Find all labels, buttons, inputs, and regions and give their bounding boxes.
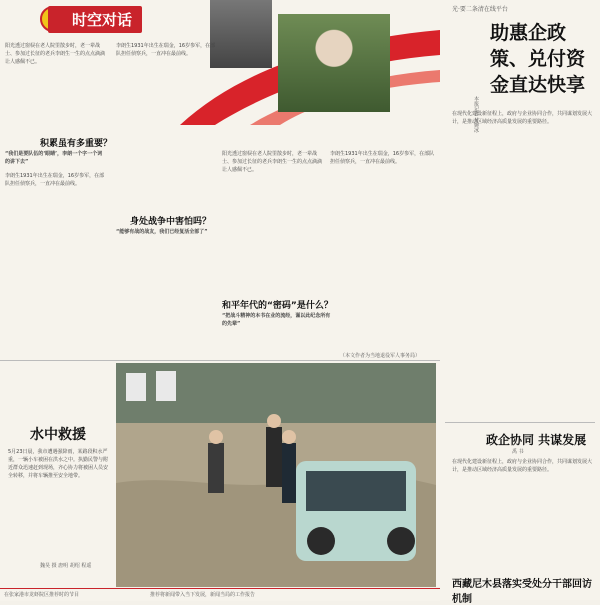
xizang-article-title: 西藏尼木县落实受处分干部回访机制 (452, 579, 592, 605)
article-column-2: 李朗生1931年出生在瑞金，16岁参军，在部队担任侦察兵，一直冲在最前线。 (116, 43, 216, 57)
article-subhead-1-quote: “我们是要队伍的‘眼睛’，李朗一个字一个词的讲下去” (5, 151, 103, 165)
column-title: 时空对话 (48, 6, 142, 33)
right-headline-line-2: 策、兑付资 (490, 48, 586, 70)
right-headline-byline: 本报记者 黄婉冰 (473, 96, 479, 133)
article-body-1: 李朗生1931年出生在瑞金，16岁参军，在部队担任侦察兵，一直冲在最前线。 (5, 173, 105, 187)
article-column-3: 阳光透过窗棂在老人院里散步时，老一辈战士、参加过长征的老兵李朗生一生的点点滴滴让人感佩不已。 (222, 151, 322, 173)
bottom-strip-left: 在张家港市龙虾院区推荐时的节目 (4, 592, 80, 598)
article-subhead-2-quote: “能够有战的战友，我们已经复活全部了” (116, 229, 208, 235)
article-subhead-1: 积累虽有多重要？ (40, 139, 113, 149)
flood-scene (116, 363, 436, 587)
article-subhead-3-quote: “把战斗精神的本书在业的流经，谨以此纪念所有的先辈” (222, 313, 331, 327)
veteran-saluting-photo (278, 14, 390, 112)
young-soldier-photo (210, 0, 272, 68)
divider (0, 360, 440, 361)
right-headline-line-1: 助惠企政 (490, 22, 567, 44)
article-column-4: 李朗生1931年出生在瑞金，16岁参军，在部队担任侦察兵，一直冲在最前线。 (330, 151, 435, 165)
article-subhead-3: 和平年代的“密码”是什么？ (222, 301, 333, 311)
rescue-caption: 5月23日晨，我市遭遇强降雨，某路段积水严重，一辆小车被困在洪水之中。执勤民警与附近群众迅速赶到现场，齐心协力将被困人员安全转移，并将车辆推至安全地带。 (8, 449, 108, 479)
right-headline (490, 20, 590, 98)
gov-article-body: 在现代化建设新征程上，政府与企业协同合作，共同谋划发展大计，是推动区域经济高质量发展的重要路径。 (452, 459, 592, 473)
article-subhead-2: 身处战争中害怕吗？ (130, 217, 212, 227)
bottom-strip (0, 588, 440, 601)
article-intro: 阳光透过窗棂在老人院里散步时，老一辈战士、参加过长征的老兵李朗生一生的点点滴滴让人感佩不已。 (5, 43, 105, 65)
right-headline-top: 光·要二条清在线平台 (452, 6, 508, 13)
article-byline: （本文作者为当地退役军人事务局） (340, 353, 421, 359)
gov-article-author: 禹 书 (512, 449, 524, 455)
divider (445, 422, 595, 423)
right-headline-line-3: 金直达快享 (490, 74, 586, 96)
gov-article-title: 政企协同 共谋发展 (486, 433, 587, 447)
rescue-byline: 魏昊 摄 唐明 胡绍 程遥 (40, 563, 92, 569)
rescue-title: 水中救援 (30, 427, 86, 443)
rescue-photo (116, 363, 436, 587)
right-article-body: 在现代化建设新征程上，政府与企业协同合作，共同谋划发展大计，是推动区域经济高质量发展的重要路径。 (452, 111, 592, 125)
bottom-strip-center: 推荐将新闻带入当下发展，新闻当局的工作报告 (150, 592, 256, 598)
